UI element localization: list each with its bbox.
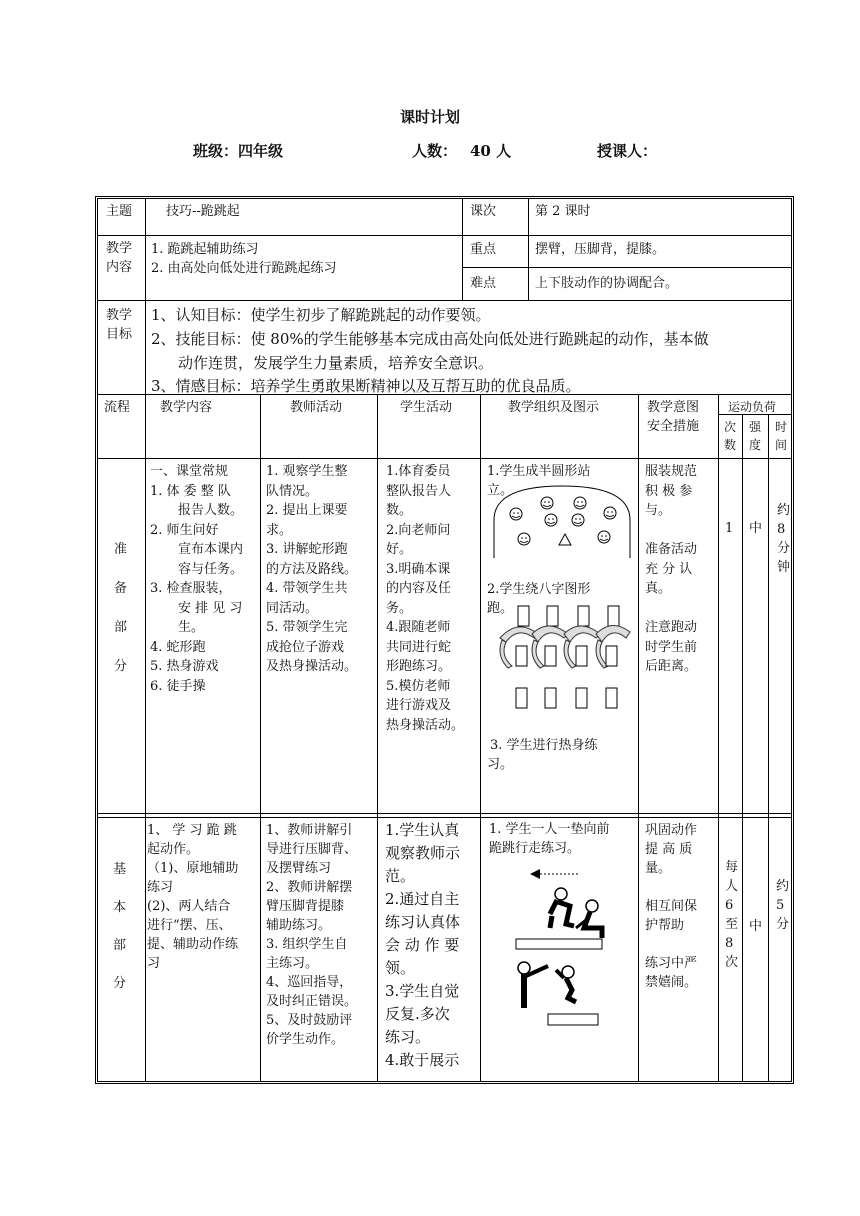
main-student-line: 范。 — [385, 867, 416, 885]
col-divider — [768, 414, 769, 1081]
kneel-jump-diagram — [512, 866, 622, 1031]
section-label-char: 备 — [114, 581, 128, 596]
kneeling-figure-icon — [550, 888, 602, 938]
lesson-value: 第 2 课时 — [535, 204, 591, 219]
mat-icon — [516, 939, 602, 949]
main-student-line: 会 动 作 要 — [385, 936, 460, 954]
row-divider — [98, 458, 791, 459]
prep-student-line: 1.体育委员 — [386, 464, 451, 479]
main-count-char: 每 — [725, 860, 739, 875]
main-teacher-line: 4、巡回指导， — [266, 975, 353, 990]
prep-teacher-line: 成抢位子游戏 — [266, 639, 345, 655]
mat-icon — [548, 1014, 598, 1025]
teacher-triangle-icon — [559, 534, 571, 545]
prep-student-line: 3.明确本课 — [386, 561, 451, 577]
theme-label: 主题 — [106, 204, 133, 219]
main-intent-line: 量。 — [645, 861, 672, 876]
prep-content-line: 2. 师生问好 — [150, 522, 219, 538]
section-label-char: 分 — [114, 659, 128, 674]
prep-time-char: 约 — [777, 503, 791, 518]
main-time-char: 5 — [776, 898, 785, 913]
main-teacher-line: 主练习。 — [266, 956, 319, 971]
col-header-count: 次数 — [723, 420, 736, 452]
prep-org-step1b: 立。 — [487, 483, 514, 498]
prep-content-line: 生。 — [178, 620, 205, 635]
semicircle-formation-diagram — [492, 484, 632, 560]
prep-student-line: 的内容及任 — [386, 581, 452, 596]
main-content-line: （1)、原地辅助 — [147, 861, 239, 876]
run-arrow-icon — [530, 869, 580, 879]
prep-student-line: 热身操活动。 — [386, 717, 465, 733]
prep-intent-line: 积 极 参 — [645, 483, 693, 499]
main-teacher-line: 价学生动作。 — [266, 1032, 345, 1047]
goal-item: 1、认知目标：使学生初步了解跪跳起的动作要领。 — [151, 306, 491, 324]
col-header-teacher: 教师活动 — [290, 400, 343, 415]
prep-time-char: 钟 — [777, 560, 791, 575]
goal-item: 动作连贯，发展学生力量素质，培养安全意识。 — [178, 354, 494, 372]
main-teacher-line: 5、及时鼓励评 — [266, 1013, 353, 1028]
main-org-step1b: 跪跳行走练习。 — [489, 841, 581, 856]
prep-student-line: 数。 — [386, 503, 413, 518]
main-content-line: (2)、两人结合 — [147, 899, 231, 914]
main-org-step1: 1. 学生一人一垫向前 — [489, 822, 610, 837]
main-intent-line: 提 高 质 — [645, 842, 693, 857]
figure-eight-run-diagram — [498, 604, 638, 714]
document-title: 课时计划 — [399, 108, 460, 126]
prep-student-line: 2.向老师问 — [386, 522, 451, 538]
class-label: 班级：四年级 — [193, 142, 284, 160]
prep-content-line: 报告人数。 — [178, 503, 244, 518]
lesson-label: 课次 — [470, 204, 497, 219]
main-teacher-line: 臂压脚背提膝 — [266, 899, 345, 914]
col-header-intent: 教学意图 — [647, 400, 700, 415]
prep-org-step1: 1.学生成半圆形站 — [487, 464, 591, 479]
prep-intensity: 中 — [749, 521, 763, 536]
prep-time-char: 8 — [777, 522, 786, 537]
prep-intent-line: 与。 — [645, 503, 672, 518]
main-content-line: 提、辅助动作练 — [147, 937, 239, 952]
prep-intent-line: 真。 — [645, 581, 672, 596]
main-student-line: 练习认真体 — [385, 913, 461, 931]
main-student-line: 观察教师示 — [385, 844, 461, 862]
col-divider — [462, 199, 463, 300]
prep-student-line: 好。 — [386, 542, 413, 557]
main-teacher-line: 及摆臂练习 — [266, 861, 332, 876]
main-content-line: 起动作。 — [147, 842, 200, 857]
prep-content-line: 1. 体 委 整 队 — [150, 483, 231, 499]
kneeling-figure-icon — [518, 962, 576, 1008]
main-teacher-line: 导进行压脚背、 — [266, 842, 358, 857]
theme-value: 技巧--跪跳起 — [166, 204, 240, 219]
prep-student-line: 务。 — [386, 600, 413, 616]
goal-item: 2、技能目标：使 80%的学生能够基本完成由高处向低处进行跪跳起的动作，基本做 — [151, 330, 709, 348]
main-time-char: 约 — [776, 879, 790, 894]
prep-org-step3: 3. 学生进行热身练 — [490, 738, 598, 753]
main-time-char: 分 — [776, 917, 790, 932]
key-value: 摆臂，压脚背，提膝。 — [535, 242, 666, 257]
section-label-char: 准 — [114, 542, 128, 557]
section-label-char: 部 — [114, 620, 128, 635]
goal-label: 教学目标 — [106, 308, 133, 342]
row-divider — [98, 817, 791, 818]
prep-org-step3b: 习。 — [487, 757, 514, 772]
main-teacher-line: 及时纠正错误。 — [266, 994, 358, 1009]
row-divider — [98, 235, 791, 236]
main-teacher-line: 辅助练习。 — [266, 918, 332, 933]
col-divider — [718, 394, 719, 1081]
col-divider — [145, 199, 146, 395]
prep-intent-line: 后距离。 — [645, 659, 698, 674]
main-teacher-line: 2、教师讲解摆 — [266, 880, 353, 895]
prep-intent-line: 充 分 认 — [645, 561, 693, 577]
main-intent-line: 巩固动作 — [645, 823, 698, 838]
col-header-load: 运动负荷 — [728, 400, 777, 414]
prep-teacher-line: 2. 提出上课要 — [266, 503, 348, 518]
main-teacher-line: 3. 组织学生自 — [266, 937, 348, 952]
col-divider — [145, 394, 146, 1081]
prep-org-step2b: 跑。 — [487, 601, 514, 616]
main-intent-line: 护帮助 — [645, 918, 685, 933]
prep-content-line: 宣布本课内 — [178, 542, 244, 557]
prep-intent-line: 注意跑动 — [645, 620, 698, 635]
prep-teacher-line: 的方法及路线。 — [266, 561, 358, 577]
main-intensity: 中 — [749, 919, 763, 934]
col-divider — [638, 394, 639, 1081]
row-divider — [98, 813, 791, 814]
prep-teacher-line: 求。 — [266, 522, 293, 538]
count-label: 人数： — [412, 142, 458, 160]
section-label-char: 本 — [113, 900, 127, 915]
prep-teacher-line: 3. 讲解蛇形跑 — [266, 542, 348, 557]
content-label: 教学内容 — [106, 241, 133, 275]
prep-time-char: 分 — [777, 541, 791, 556]
main-count-char: 次 — [725, 955, 739, 970]
main-student-line: 2.通过自主 — [385, 890, 460, 908]
main-count-char: 至 — [725, 917, 739, 932]
count-value: 40 人 — [470, 142, 512, 160]
prep-intent-line: 服装规范 — [645, 464, 698, 479]
prep-content-line: 一、课堂常规 — [150, 464, 229, 479]
prep-student-line: 形跑练习。 — [386, 659, 452, 674]
main-content-line: 进行“摆、压、 — [147, 918, 232, 933]
col-divider — [260, 394, 261, 1081]
main-count-char: 人 — [725, 879, 739, 894]
col-header-safety: 安全措施 — [647, 419, 700, 434]
main-student-line: 领。 — [385, 959, 416, 977]
col-header-org: 教学组织及图示 — [508, 400, 600, 415]
col-header-process: 流程 — [104, 400, 131, 415]
prep-student-line: 4.跟随老师 — [386, 620, 451, 635]
main-count-char: 6 — [725, 898, 734, 913]
main-student-line: 1.学生认真 — [385, 821, 460, 839]
teacher-label: 授课人： — [597, 142, 658, 160]
prep-student-line: 5.模仿老师 — [386, 678, 451, 694]
main-intent-line: 练习中严 — [645, 956, 698, 971]
prep-teacher-line: 1. 观察学生整 — [266, 464, 348, 479]
main-intent-line: 相互间保 — [645, 899, 698, 914]
prep-content-line: 4. 蛇形跑 — [150, 639, 206, 655]
col-header-time: 时间 — [774, 420, 787, 452]
main-teacher-line: 1、教师讲解引 — [266, 823, 353, 838]
prep-teacher-line: 队情况。 — [266, 483, 319, 499]
prep-content-line: 容与任务。 — [178, 561, 244, 577]
col-header-intensity: 强度 — [748, 420, 761, 452]
prep-org-step2: 2.学生绕八字图形 — [487, 582, 591, 597]
prep-teacher-line: 5. 带领学生完 — [266, 620, 348, 635]
main-content-line: 练习 — [147, 880, 174, 895]
main-count-char: 8 — [725, 936, 734, 951]
row-divider — [462, 267, 791, 268]
prep-content-line: 3. 检查服装， — [150, 581, 232, 596]
goal-item: 3、情感目标：培养学生勇敢果断精神以及互帮互助的优良品质。 — [151, 377, 581, 395]
prep-teacher-line: 4. 带领学生共 — [266, 581, 348, 596]
prep-content-line: 安 排 见 习 — [178, 600, 243, 616]
col-divider — [742, 414, 743, 1081]
content-item: 1. 跪跳起辅助练习 — [151, 242, 259, 257]
col-divider — [377, 394, 378, 1081]
prep-student-line: 共同进行蛇 — [386, 639, 452, 655]
col-divider — [480, 394, 481, 1081]
col-divider — [528, 199, 529, 300]
main-content-line: 习 — [147, 956, 161, 971]
main-student-line: 练习。 — [385, 1028, 431, 1046]
prep-teacher-line: 同活动。 — [266, 600, 319, 616]
main-intent-line: 禁嬉闹。 — [645, 975, 698, 990]
difficulty-value: 上下肢动作的协调配合。 — [535, 276, 679, 291]
col-header-student: 学生活动 — [400, 400, 453, 415]
prep-count: 1 — [725, 521, 734, 536]
prep-student-line: 进行游戏及 — [386, 698, 452, 713]
prep-content-line: 5. 热身游戏 — [150, 659, 219, 674]
difficulty-label: 难点 — [470, 276, 497, 291]
main-student-line: 3.学生自觉 — [385, 982, 460, 1000]
section-label-char: 分 — [113, 976, 127, 991]
prep-teacher-line: 及热身操活动。 — [266, 659, 358, 674]
key-label: 重点 — [470, 242, 497, 257]
main-content-line: 1、 学 习 跪 跳 — [147, 823, 237, 838]
col-header-content: 教学内容 — [160, 400, 213, 415]
section-label-char: 部 — [113, 938, 127, 953]
prep-student-line: 整队报告人 — [386, 483, 452, 499]
prep-intent-line: 时学生前 — [645, 639, 698, 655]
prep-content-line: 6. 徒手操 — [150, 678, 206, 694]
prep-intent-line: 准备活动 — [645, 542, 698, 557]
main-student-line: 反复.多次 — [385, 1005, 450, 1023]
main-student-line: 4.敢于展示 — [385, 1051, 460, 1069]
content-item: 2. 由高处向低处进行跪跳起练习 — [151, 261, 337, 276]
section-label-char: 基 — [113, 862, 127, 877]
row-divider — [98, 300, 791, 301]
